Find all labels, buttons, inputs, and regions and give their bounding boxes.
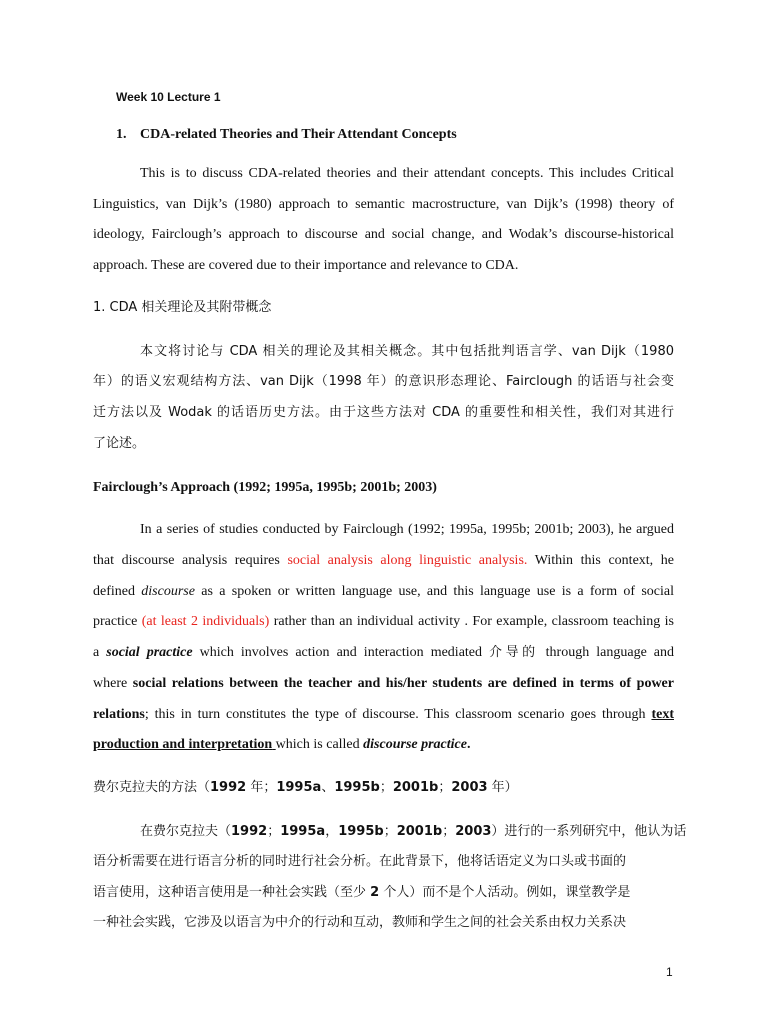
para-2-line-6	[93, 675, 674, 693]
text-run: 语言使用，这种语言使用是一种社会实践（至少	[93, 885, 371, 900]
text-run: .	[466, 737, 471, 752]
text-run: a	[93, 645, 100, 660]
text-run: rather than an individual activity . For example, classroom teaching is	[273, 614, 674, 629]
page-number: 1	[666, 965, 673, 979]
bold-text: relations	[93, 707, 145, 722]
para-2-line-2	[93, 552, 674, 570]
italic-term: discourse	[141, 584, 195, 599]
section-1-number: 1.	[116, 127, 127, 142]
highlighted-text: social analysis along linguistic analysis.	[287, 553, 528, 568]
para-1-cn-line-1: 本文将讨论与 CDA 相关的理论及其相关概念。其中包括批判语言学、van Dijk（1980	[140, 344, 674, 359]
text-run: which involves action and interaction mediated	[199, 645, 483, 660]
text-run: 2003	[455, 824, 492, 839]
text-run: ；	[438, 780, 452, 795]
text-run: 个人）而不是个人活动。例如，课堂教学是	[379, 885, 631, 900]
text-run: defined	[93, 584, 135, 599]
text-run: ; this in turn constitutes the type of discourse. This classroom scenario goes through	[144, 707, 646, 722]
text-run: through language and	[545, 645, 675, 660]
text-run: 1992	[231, 824, 268, 839]
page-heading: Week 10 Lecture 1	[116, 90, 221, 104]
bold-italic-term: social practice	[106, 645, 193, 660]
para-2-cn-line-2: 语分析需要在进行语言分析的同时进行社会分析。在此背景下，他将话语定义为口头或书面的	[93, 854, 627, 869]
text-run: 1992	[210, 780, 247, 795]
text-run: ；	[379, 780, 393, 795]
text-run: ，	[325, 824, 339, 839]
text-run: 2003	[451, 780, 488, 795]
text-run: where	[93, 676, 128, 691]
text-run: Within this context, he	[534, 553, 674, 568]
text-run: 1995a	[280, 824, 326, 839]
text-run: 、	[321, 780, 335, 795]
text-run: that discourse analysis requires	[93, 553, 280, 568]
para-2-line-8	[93, 736, 470, 754]
text-run: 年；	[246, 780, 277, 795]
text-run: 2001b	[396, 824, 443, 839]
para-1-cn-line-4: 了论述。	[93, 436, 146, 451]
text-run: 在费尔克拉夫（	[140, 824, 232, 839]
text-run: 2	[370, 885, 380, 900]
text-run: as a spoken or written language use, and this language use is a form of social	[201, 584, 675, 599]
para-1-cn-line-3: 迁方法以及 Wodak 的话语历史方法。由于这些方法对 CDA 的重要性和相关性，我们对其进行	[93, 405, 674, 420]
cn-gloss: 介导的	[489, 645, 539, 660]
text-run: ；	[442, 824, 456, 839]
para-2-line-4	[93, 613, 674, 631]
text-run: 2001b	[392, 780, 439, 795]
para-2-line-5	[93, 644, 674, 662]
text-run: ）进行的一系列研究中，他认为话	[491, 824, 687, 839]
para-2-cn-line-4: 一种社会实践，它涉及以语言为中介的行动和互动，教师和学生之间的社会关系由权力关系决	[93, 915, 627, 930]
underlined-bold-text: production and interpretation	[93, 737, 273, 752]
para-1-line-4: approach. These are covered due to their importance and relevance to CDA.	[93, 258, 519, 273]
para-1-line-2: Linguistics, van Dijk’s (1980) approach to semantic macrostructure, van Dijk’s (1998) theory of	[93, 197, 674, 212]
bold-italic-term: discourse practice	[363, 737, 467, 752]
highlighted-text: (at least 2 individuals)	[141, 614, 270, 629]
section-1-cn-title: 1. CDA 相关理论及其附带概念	[93, 300, 272, 315]
para-2-cn-line-1	[140, 823, 686, 841]
para-2-line-7	[93, 706, 674, 724]
section-1-title: CDA-related Theories and Their Attendant Concepts	[140, 127, 457, 142]
fairclough-title: Fairclough’s Approach (1992; 1995a, 1995b; 2001b; 2003)	[93, 480, 437, 495]
text-run: 1995a	[276, 780, 322, 795]
fairclough-cn-title	[93, 779, 518, 797]
para-1-line-3: ideology, Fairclough’s approach to discourse and social change, and Wodak’s discourse-historical	[93, 227, 674, 242]
text-run: which is called	[275, 737, 360, 752]
para-1-line-1: This is to discuss CDA-related theories and their attendant concepts. This includes Critical	[140, 166, 674, 181]
para-1-cn-line-2: 年）的语义宏观结构方法、van Dijk（1998 年）的意识形态理论、Fairclough 的话语与社会变	[93, 374, 674, 389]
text-run: 1995b	[338, 824, 384, 839]
text-run: practice	[93, 614, 138, 629]
text-run: ；	[383, 824, 397, 839]
para-2-line-3	[93, 583, 674, 601]
underlined-bold-text: text	[651, 707, 674, 722]
text-run: 1995b	[334, 780, 380, 795]
text-run: ；	[267, 824, 281, 839]
bold-text: social relations between the teacher and his/her students are defined in terms of power	[132, 676, 674, 691]
text-run: 年）	[487, 780, 518, 795]
para-2-cn-line-3	[93, 884, 630, 902]
para-2-line-1: In a series of studies conducted by Fairclough (1992; 1995a, 1995b; 2001b; 2003), he argued	[140, 522, 674, 537]
text-run: 费尔克拉夫的方法（	[93, 780, 211, 795]
